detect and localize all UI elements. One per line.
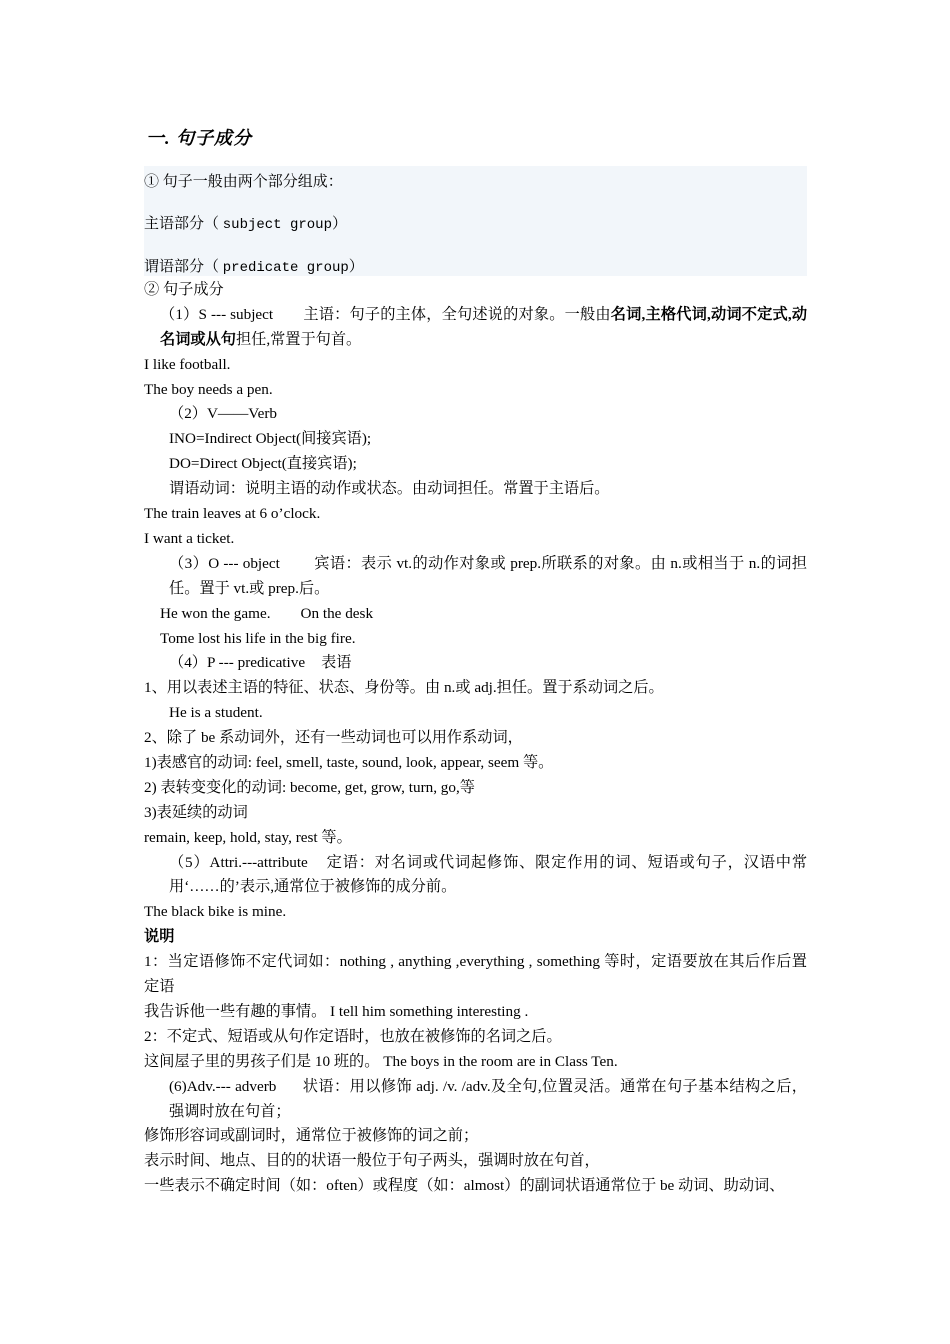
linking-verbs-senses: 1)表感官的动词: feel, smell, taste, sound, look, appear, seem 等。: [144, 753, 554, 771]
subsection-title: ② 句子成分: [144, 281, 224, 298]
verb-description: 谓语动词：说明主语的动作或状态。由动词担任。常置于主语后。: [169, 480, 610, 498]
example-line: Tome lost his life in the big fire.: [160, 629, 356, 647]
note-1-example: 我告诉他一些有趣的事情。 I tell him something interesting .: [144, 1002, 529, 1020]
adverbial-point-1: 修饰形容词或副词时，通常位于被修饰的词之前；: [144, 1127, 479, 1145]
predicative-point-1: 1、用以表述主语的特征、状态、身份等。由 n.或 adj.担任。置于系动词之后。: [144, 679, 664, 697]
example-line: I like football.: [144, 355, 231, 373]
object-paragraph: （3）O --- object 宾语：表示 vt.的动作对象或 prep.所联系的对象。由 n.或相当于 n.的词担任。置于 vt.或 prep.后。: [169, 554, 807, 597]
predicative-point-2: 2、除了 be 系动词外，还有一些动词也可以用作系动词，: [144, 729, 523, 747]
example-line: The train leaves at 6 o’clock.: [144, 505, 321, 523]
subject-paragraph: （1）S --- subject 主语：句子的主体，全句述说的对象。一般由名词,主格代词,动词不定式,动名词或从句担任,常置于句首。: [160, 305, 808, 348]
linking-verbs-change: 2) 表转变变化的动词: become, get, grow, turn, go,等: [144, 778, 475, 796]
example-line: He won the game. On the desk: [160, 604, 374, 622]
example-line: The boy needs a pen.: [144, 380, 273, 398]
do-line: DO=Direct Object(直接宾语);: [169, 455, 357, 473]
adverbial-point-3: 一些表示不确定时间（如：often）或程度（如：almost）的副词状语通常位于 be 动词、助动词、: [144, 1177, 785, 1195]
note-2: 2：不定式、短语或从句作定语时，也放在被修饰的名词之后。: [144, 1027, 562, 1045]
verb-label: （2）V——Verb: [169, 405, 277, 423]
note-title: 说明: [144, 928, 175, 946]
attribute-paragraph: （5）Attri.---attribute 定语：对名词或代词起修饰、限定作用的词、短语或句子，汉语中常用‘……的’表示,通常位于被修饰的成分前。: [169, 853, 808, 896]
note-2-example: 这间屋子里的男孩子们是 10 班的。 The boys in the room are in Class Ten.: [144, 1052, 618, 1070]
adverbial-paragraph: (6)Adv.--- adverb 状语：用以修饰 adj. /v. /adv.及全句,位置灵活。通常在句子基本结构之后，强调时放在句首；: [169, 1077, 807, 1120]
section-heading: 一. 句子成分: [146, 128, 252, 148]
note-1: 1：当定语修饰不定代词如：nothing , anything ,everything , something 等时，定语要放在其后作后置定语: [144, 953, 807, 996]
predicative-label: （4）P --- predicative 表语: [169, 654, 352, 672]
example-line: I want a ticket.: [144, 529, 235, 547]
example-line: He is a student.: [169, 704, 263, 722]
shaded-line-intro: ① 句子一般由两个部分组成：: [144, 174, 343, 190]
linking-verbs-continue: 3)表延续的动词: [144, 803, 248, 821]
linking-verbs-continue-list: remain, keep, hold, stay, rest 等。: [144, 828, 352, 846]
shaded-line-predicate-group: 谓语部分（ predicate group）: [144, 259, 364, 276]
shaded-line-subject-group: 主语部分（ subject group）: [144, 216, 347, 233]
ino-line: INO=Indirect Object(间接宾语);: [169, 430, 372, 448]
body-text: [144, 278, 807, 1199]
shaded-code-block: [144, 166, 807, 276]
example-line: The black bike is mine.: [144, 903, 287, 921]
adverbial-point-2: 表示时间、地点、目的的状语一般位于句子两头，强调时放在句首，: [144, 1152, 600, 1170]
